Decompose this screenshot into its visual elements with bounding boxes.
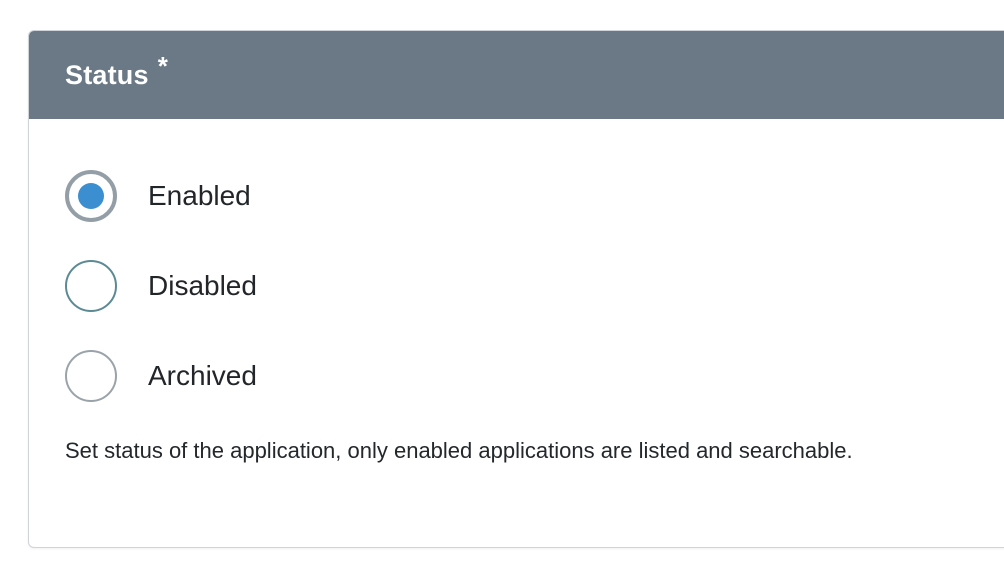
radio-option-archived[interactable] (65, 347, 991, 405)
card-body (29, 119, 1004, 466)
status-card (28, 30, 1004, 548)
radio-label-disabled: Disabled (148, 270, 257, 301)
radio-label-archived: Archived (148, 360, 257, 391)
radio-option-enabled[interactable] (65, 167, 991, 225)
required-asterisk: * (157, 50, 168, 81)
page-title: Status (65, 59, 149, 90)
radio-selected-dot (78, 183, 104, 209)
radio-label-enabled: Enabled (148, 180, 251, 211)
radio-disabled-icon[interactable] (65, 260, 117, 312)
radio-enabled-icon[interactable] (65, 170, 117, 222)
card-header (29, 31, 1004, 119)
radio-option-disabled[interactable] (65, 257, 991, 315)
radio-archived-icon[interactable] (65, 350, 117, 402)
status-help-text: Set status of the application, only enabled applications are listed and searchable. (65, 438, 853, 463)
